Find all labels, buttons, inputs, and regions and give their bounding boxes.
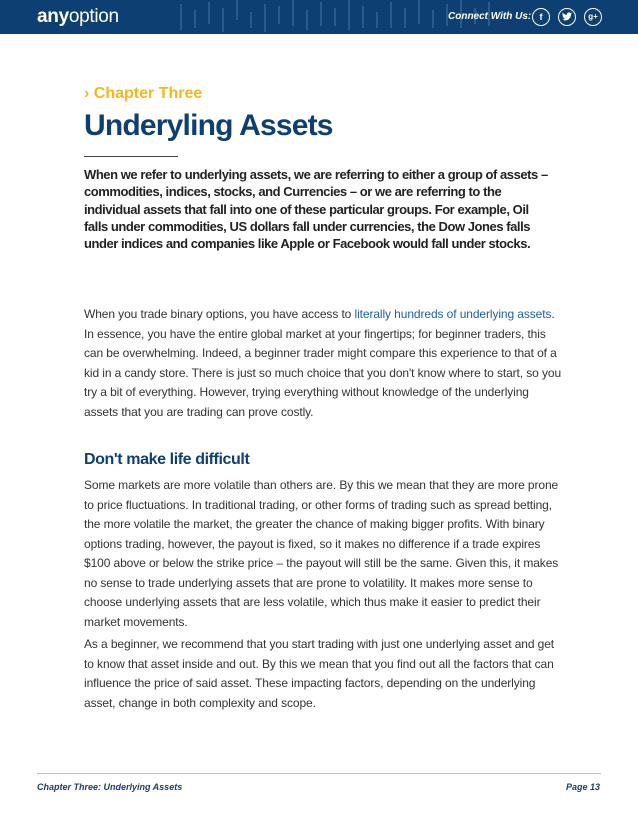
connect-label: Connect With Us: bbox=[448, 11, 532, 22]
chapter-label: › Chapter Three bbox=[84, 85, 203, 102]
footer-chapter-title: Chapter Three: Underlying Assets bbox=[37, 782, 183, 792]
footer-divider bbox=[37, 773, 601, 774]
page-number: Page 13 bbox=[565, 782, 600, 792]
intro-paragraph: When we refer to underlying assets, we are referring to either a group of assets – commodities, indices, stocks, and Currencies – or we are referring to the individual assets that fall into one of these particular groups. For example, Oil falls under commodities, US dollars fall under currencies, the Dow Jones falls under indices and companies like Apple or Facebook would fall under stocks. bbox=[84, 167, 548, 252]
page-header bbox=[0, 0, 638, 34]
body-paragraph-3: As a beginner, we recommend that you start trading with just one underlying asset and get to know that asset inside and out. By this we mean that you find out all the factors that can influence the price of said asset. These impacting factors, depending on the underlying asset, change in both complexity and scope. bbox=[84, 637, 555, 710]
paragraph-1-start: When you trade binary options, you have access to bbox=[84, 307, 355, 321]
google-plus-icon[interactable]: g+ bbox=[584, 8, 602, 26]
paragraph-1-end: . In essence, you have the entire global market at your fingertips; for beginner traders, this can be overwhelming. Indeed, a beginner trader might compare this experience to that of a kid in a candy store. There is just so much choice that you don't know where to start, so you try a bit of everything. However, trying everything without knowledge of the underlying assets that you are trading can prove costly. bbox=[84, 307, 562, 419]
body-paragraph-1 bbox=[84, 305, 562, 422]
page-title: Underyling Assets bbox=[84, 109, 333, 142]
twitter-bird-icon bbox=[562, 12, 572, 21]
twitter-icon[interactable] bbox=[558, 8, 576, 26]
title-divider bbox=[84, 156, 178, 157]
facebook-icon[interactable]: f bbox=[532, 8, 550, 26]
body-paragraph-2: Some markets are more volatile than others are. By this we mean that they are more prone to price fluctuations. In traditional trading, or other forms of trading such as spread betting, the more volatile the market, the greater the chance of making bigger profits. With binary options trading, however, the payout is fixed, so it makes no difference if a trade expires $100 above or below the strike price – the payout will still be the same. Given this, it makes no sense to trade underlying assets that are prone to volatility. It makes more sense to choose underlying assets that are less volatile, which thus make it easier to predict their market movements. bbox=[84, 478, 559, 629]
anyoption-logo[interactable] bbox=[37, 6, 119, 28]
section-heading: Don't make life difficult bbox=[84, 451, 250, 468]
logo-bold-text: any bbox=[37, 6, 69, 27]
underlying-assets-link[interactable]: literally hundreds of underlying assets bbox=[354, 307, 552, 321]
logo-text: option bbox=[68, 6, 119, 27]
